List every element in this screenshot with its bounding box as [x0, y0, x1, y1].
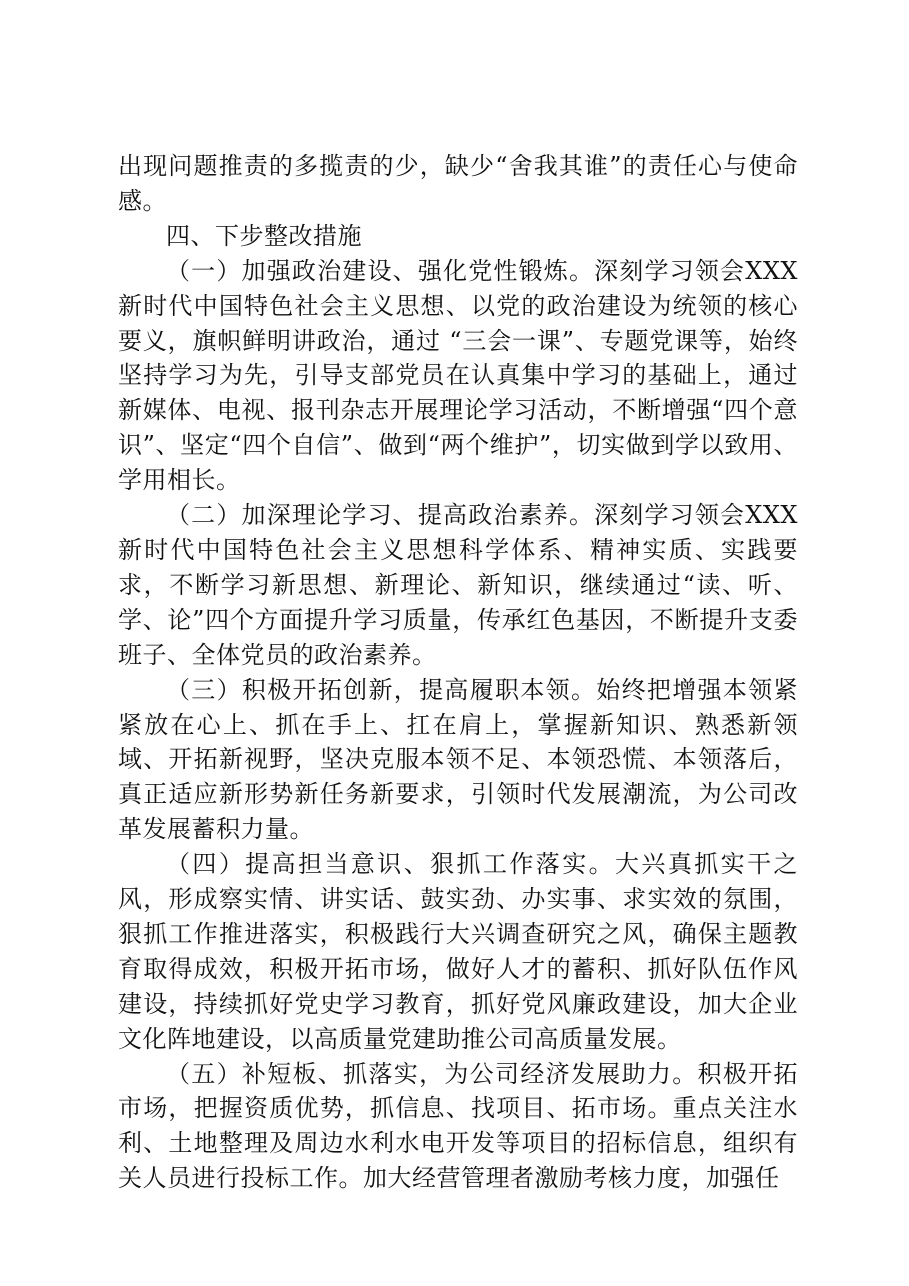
paragraph-continuation: 出现问题推责的多揽责的少，缺少“舍我其谁”的责任心与使命感。 [118, 152, 798, 215]
paragraph-item-5: （五）补短板、抓落实，为公司经济发展助力。积极开拓市场，把握资质优势，抓信息、找项目、拓市场。重点关注水利、土地整理及周边水利水电开发等项目的招标信息，组织有关人员进行投标工作。加大经营管理者激励考核力度，加强任 [118, 1059, 798, 1193]
section-heading: 四、下步整改措施 [166, 221, 362, 250]
paragraph-item-3: （三）积极开拓创新，提高履职本领。始终把增强本领紧紧放在心上、抓在手上、扛在肩上，掌握新知识、熟悉新领域、开拓新视野，坚决克服本领不足、本领恐慌、本领落后，真正适应新形势新任务新要求，引领时代发展潮流，为公司改革发展蓄积力量。 [118, 675, 798, 844]
paragraph-item-4: （四）提高担当意识、狠抓工作落实。大兴真抓实干之风，形成察实情、讲实话、鼓实劲、办实事、求实效的氛围，狠抓工作推进落实，积极践行大兴调查研究之风，确保主题教育取得成效，积极开拓市场，做好人才的蓄积、抓好队伍作风建设，持续抓好党史学习教育，抓好党风廉政建设，加大企业文化阵地建设，以高质量党建助推公司高质量发展。 [118, 850, 798, 1053]
paragraph-item-1: （一）加强政治建设、强化党性锻炼。深刻学习领会XXX新时代中国特色社会主义思想、以党的政治建设为统领的核心要义，旗帜鲜明讲政治，通过 “三会一课”、专题党课等，始终坚持学习为先，引导支部党员在认真集中学习的基础上，通过新媒体、电视、报刊杂志开展理论学习活动，不断增强“四个意识”、坚定“四个自信”、做到“两个维护”，切实做到学以致用、学用相长。 [118, 256, 798, 495]
paragraph-item-2: （二）加深理论学习、提高政治素养。深刻学习领会XXX新时代中国特色社会主义思想科学体系、精神实质、实践要求，不断学习新思想、新理论、新知识，继续通过“读、听、学、论”四个方面提升学习质量，传承红色基因，不断提升支委班子、全体党员的政治素养。 [118, 501, 798, 669]
document-page [118, 149, 798, 1196]
